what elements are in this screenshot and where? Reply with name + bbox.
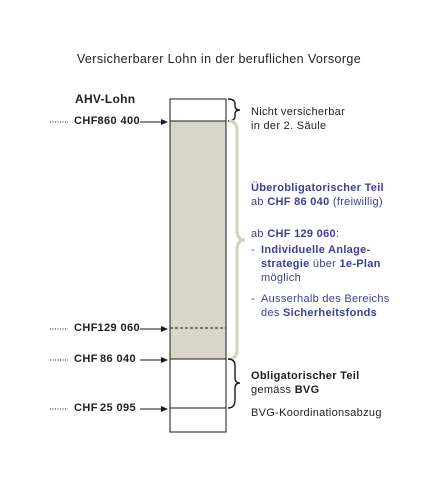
level-label-25095: CHF 25 095 [74, 402, 136, 414]
overobligatory-section [251, 181, 384, 209]
overobligatory-region [170, 121, 226, 359]
level-label-860400: CHF 860 400 [74, 115, 140, 127]
brace-overobligatory [229, 121, 245, 359]
bullet-individual-strategy: - Individuelle Anlage- strategie über 1e-Plan möglich [251, 244, 381, 284]
diagram-title: Versicherbarer Lohn in der beruflichen Vorsorge [76, 52, 362, 66]
column-label: AHV-Lohn [75, 92, 136, 106]
bullet-security-fund: - Ausserhalb des Bereichs des Sicherheitsfonds [251, 293, 390, 319]
overobligatory-from: ab CHF 86 040 (freiwillig) [251, 196, 383, 208]
brace-not-insurable [228, 99, 240, 121]
obligatory-section: Obligatorischer Teil gemäss BVG [251, 370, 360, 396]
not-insurable-note: Nicht versicherbar in der 2. Säule [251, 106, 346, 132]
level-label-129060: CHF 129 060 [74, 322, 140, 334]
obligatory-heading: Obligatorischer Teil [251, 370, 360, 382]
threshold-129060-note: ab CHF 129 060: [251, 228, 340, 240]
coordination-deduction-note: BVG-Koordinationsabzug [251, 407, 382, 419]
level-label-86040: CHF 86 040 [74, 353, 136, 365]
brace-obligatory [228, 359, 240, 408]
overobligatory-heading: Überobligatorischer Teil [251, 182, 384, 194]
